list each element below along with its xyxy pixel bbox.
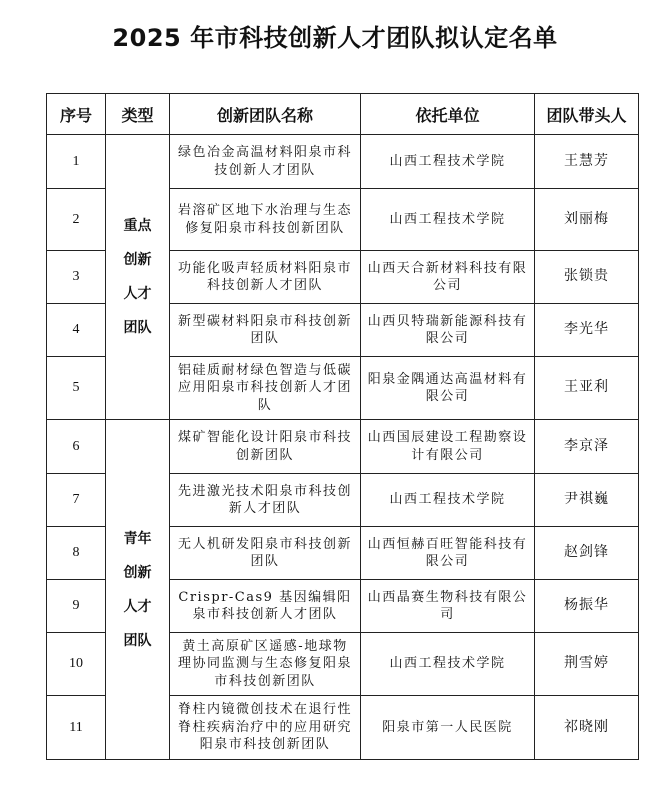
row-seq: 4 [47,304,106,357]
row-leader: 李光华 [535,304,639,357]
header-seq: 序号 [47,94,106,135]
row-seq: 10 [47,633,106,696]
page-title: 2025 年市科技创新人才团队拟认定名单 [112,24,558,52]
row-seq: 6 [47,420,106,474]
row-organization: 山西天合新材料科技有限公司 [361,251,535,304]
row-team-name: Crispr-Cas9 基因编辑阳泉市科技创新人才团队 [170,580,361,633]
row-team-name: 煤矿智能化设计阳泉市科技创新团队 [170,420,361,474]
row-team-name: 功能化吸声轻质材料阳泉市科技创新人才团队 [170,251,361,304]
header-organization: 依托单位 [361,94,535,135]
row-team-name: 新型碳材料阳泉市科技创新团队 [170,304,361,357]
row-leader: 赵剑锋 [535,527,639,580]
row-team-name: 无人机研发阳泉市科技创新团队 [170,527,361,580]
type-line: 团队 [123,320,152,336]
row-leader: 王慧芳 [535,135,639,189]
row-leader: 祁晓刚 [535,696,639,760]
table-row [47,420,639,474]
table-row [47,135,639,189]
row-organization: 山西工程技术学院 [361,474,535,527]
row-seq: 11 [47,696,106,760]
type-line: 人才 [123,286,152,302]
type-line: 人才 [123,598,152,615]
type-line: 创新 [123,564,152,581]
row-leader: 王亚利 [535,357,639,420]
row-team-name: 岩溶矿区地下水治理与生态修复阳泉市科技创新团队 [170,189,361,251]
type-line: 青年 [123,530,152,547]
row-team-name: 先进激光技术阳泉市科技创新人才团队 [170,474,361,527]
row-organization: 山西工程技术学院 [361,135,535,189]
header-leader: 团队带头人 [535,94,639,135]
row-leader: 李京泽 [535,420,639,474]
table-header-row [47,94,639,135]
type-line: 团队 [123,632,152,649]
row-team-name: 铝硅质耐材绿色智造与低碳应用阳泉市科技创新人才团队 [170,357,361,420]
row-team-name: 黄土高原矿区遥感-地球物理协同监测与生态修复阳泉市科技创新团队 [170,633,361,696]
header-team-name: 创新团队名称 [170,94,361,135]
row-leader: 张锁贵 [535,251,639,304]
row-leader: 荆雪婷 [535,633,639,696]
row-team-name: 绿色冶金高温材料阳泉市科技创新人才团队 [170,135,361,189]
row-organization: 山西贝特瑞新能源科技有限公司 [361,304,535,357]
row-seq: 1 [47,135,106,189]
type-line: 重点 [123,218,152,234]
row-organization: 山西国辰建设工程勘察设计有限公司 [361,420,535,474]
row-seq: 5 [47,357,106,420]
row-organization: 阳泉金隅通达高温材料有限公司 [361,357,535,420]
row-organization: 山西恒赫百旺智能科技有限公司 [361,527,535,580]
row-leader: 尹祺巍 [535,474,639,527]
team-list-table [46,93,639,760]
row-organization: 阳泉市第一人民医院 [361,696,535,760]
row-seq: 8 [47,527,106,580]
row-seq: 7 [47,474,106,527]
row-organization: 山西工程技术学院 [361,633,535,696]
header-type: 类型 [106,94,170,135]
row-organization: 山西晶赛生物科技有限公司 [361,580,535,633]
row-seq: 9 [47,580,106,633]
row-team-name: 脊柱内镜微创技术在退行性脊柱疾病治疗中的应用研究阳泉市科技创新团队 [170,696,361,760]
row-seq: 3 [47,251,106,304]
type-line: 创新 [123,252,152,268]
row-seq: 2 [47,189,106,251]
row-leader: 杨振华 [535,580,639,633]
row-leader: 刘丽梅 [535,189,639,251]
type-group-key-talent [106,135,170,420]
row-organization: 山西工程技术学院 [361,189,535,251]
type-group-youth-talent [106,420,170,760]
